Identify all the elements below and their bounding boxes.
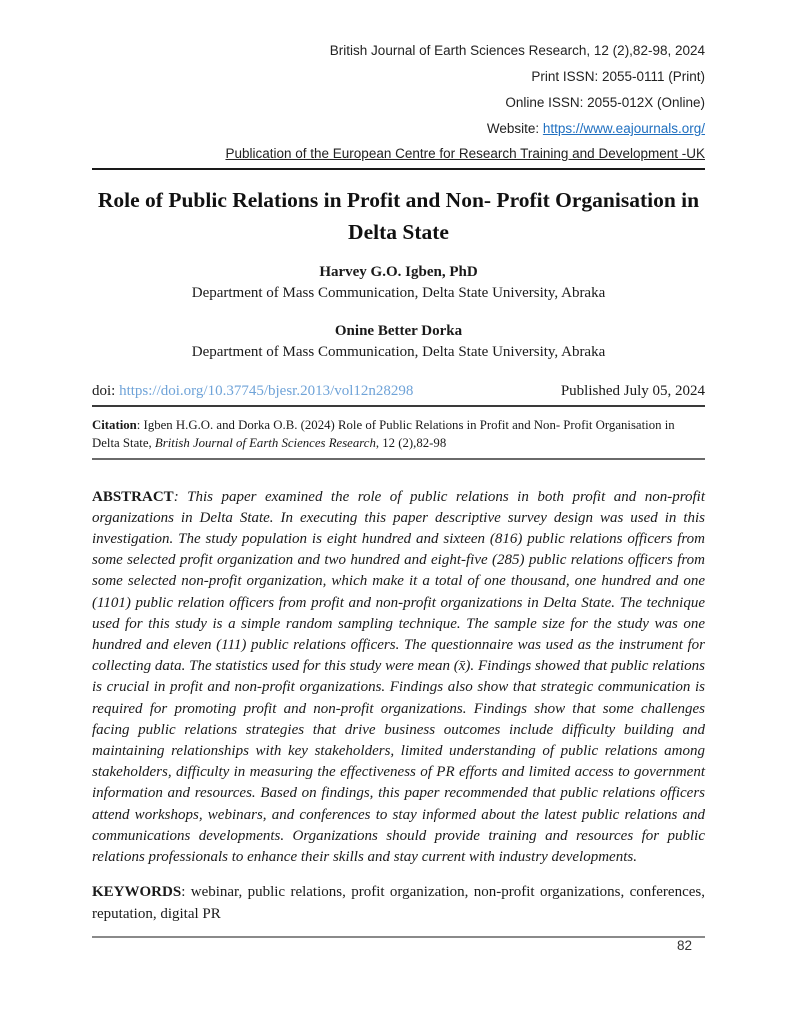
keywords-label: KEYWORDS [92,884,182,901]
keywords-paragraph [92,881,705,925]
author-affiliation: Department of Mass Communication, Delta State University, Abraka [191,284,606,301]
page-number: 82 [676,938,692,953]
online-issn-line: Online ISSN: 2055-012X (Online) [505,95,705,110]
keywords-text: webinar, public relations, profit organization, non-profit organizations, conferences, reputation, digital PR [92,884,705,923]
doi-label: doi: [92,382,120,399]
citation-label: Citation [92,417,137,432]
keywords-separator: : [181,884,191,901]
print-issn-line: Print ISSN: 2055-0111 (Print) [531,69,705,84]
author-block-2 [92,321,705,363]
journal-reference-line: British Journal of Earth Sciences Research, 12 (2),82-98, 2024 [329,43,705,58]
doi-row [92,380,705,407]
article-page [92,0,705,1024]
abstract-paragraph [92,487,705,869]
page-title: Role of Public Relations in Profit and Non- Profit Organisation in Delta State [97,188,700,245]
website-label: Website: [486,121,543,136]
doi-left [92,380,413,402]
publication-line: Publication of the European Centre for Research Training and Development -UK [92,142,705,170]
author-name: Harvey G.O. Igben, PhD [319,263,478,280]
author-name: Onine Better Dorka [334,322,463,339]
citation-text-before: : Igben H.G.O. and Dorka O.B. (2024) Role of Public Relations in Profit and Non- Profit Organisation in Delta State, [92,417,675,450]
abstract-text: This paper examined the role of public relations in both profit and non-profit organizations in Delta State. In executing this paper descriptive survey design was used in this investigation. The study population is eight hundred and sixteen (816) public relations officers from some selected profit organization and two hundred and eight-five (285) public relations officers from some selected non-profit organization, which make it a total of one thousand, one hundred and one (1101) public relation officers from profit and non-profit organizations in Delta State. The technique used for this study is a simple random sampling technique. The sample size for the study was one hundred and eleven (111) public relations officers. The questionnaire was used as the instrument for collecting data. The statistics used for this study were mean (x̄). Findings showed that public relations is crucial in profit and non-profit organizations. Findings also show that strategic communication is required for promoting profit and non-profit organizations. Findings show that some challenges facing public relations strategies that drive business outcomes include difficulty building and maintaining relationships with key stakeholders, limited understanding of public relations among stakeholders, difficulty in measuring the effectiveness of PR efforts and limited access to government information and resources. Based on findings, this paper recommended that public relations officers attend workshops, webinars, and conferences to stay informed about the latest public relations and communications developments. Organizations should provide training and resources for public relations professionals to enhance their skills and stay current with industry developments. [92,488,705,865]
journal-masthead [92,0,705,170]
abstract-label: ABSTRACT [92,488,174,505]
citation-box [92,407,705,460]
website-link[interactable]: https://www.eajournals.org/ [542,121,705,136]
section-divider [92,936,705,938]
doi-link[interactable]: https://doi.org/10.37745/bjesr.2013/vol12n28298 [119,382,414,399]
citation-journal-name: British Journal of Earth Sciences Research [154,435,376,450]
website-line [92,116,705,142]
citation-text-after: , 12 (2),82-98 [375,435,447,450]
author-block-1 [92,262,705,304]
published-date: Published July 05, 2024 [560,382,705,399]
author-affiliation: Department of Mass Communication, Delta State University, Abraka [191,343,606,360]
abstract-separator: : [173,488,188,505]
